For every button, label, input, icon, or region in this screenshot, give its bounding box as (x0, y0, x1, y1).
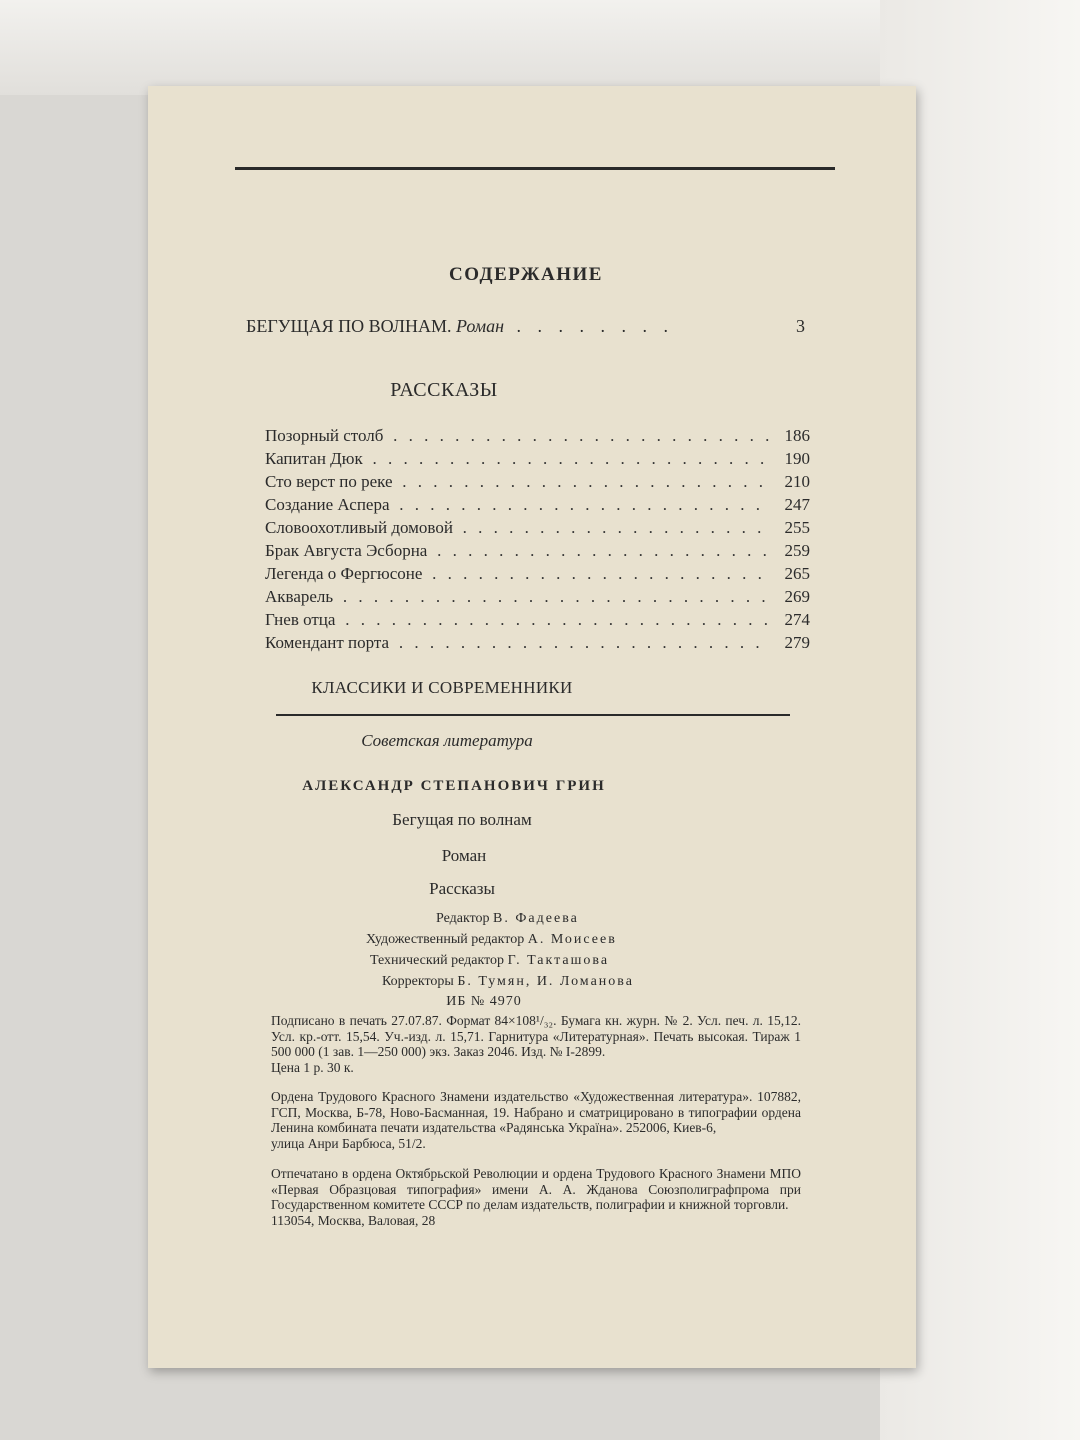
printer-info: Отпечатано в ордена Октябрьской Революции и ордена Трудового Красного Знамени МПО «Первая Образцовая типография» имени А. А. Жданова Союзполиграфпрома при Государственном комитете СССР по делам издательств, полиграфии и книжной торговли. (271, 1166, 801, 1212)
subseries-name: Советская литература (361, 731, 533, 750)
credit-role: Корректоры (382, 974, 454, 989)
credit-name: Б. Тумян, И. Ломанова (457, 974, 634, 989)
toc-novel-genre: Роман (455, 316, 505, 336)
price: Цена 1 р. 30 к. (271, 1059, 354, 1075)
story-page: 210 (770, 472, 810, 492)
credit-line (348, 908, 768, 929)
series-name: КЛАССИКИ И СОВРЕМЕННИКИ (311, 678, 573, 697)
story-page: 247 (770, 495, 810, 515)
story-page: 186 (770, 426, 810, 446)
story-title: Капитан Дюк (265, 449, 363, 468)
book-page (148, 86, 916, 1368)
credit-name: Г. Такташова (507, 953, 610, 968)
story-title: Создание Аспера (265, 495, 390, 514)
credits-list (348, 908, 768, 992)
credit-line (348, 950, 768, 971)
publisher-info: Ордена Трудового Красного Знамени издательство «Художественная литература». 107882, ГСП, Москва, Б-78, Ново-Басманная, 19. Набрано и сматрицировано в типографии ордена Ленина комбината печати издательства «Радянська Україна». 252006, Киев-6, (271, 1089, 801, 1135)
author-name: АЛЕКСАНДР СТЕПАНОВИЧ ГРИН (302, 778, 606, 794)
story-title: Комендант порта (265, 633, 390, 652)
story-page: 269 (770, 587, 810, 607)
story-page: 279 (770, 633, 810, 653)
story-entry (265, 426, 810, 449)
stories-heading: РАССКАЗЫ (390, 379, 498, 401)
credit-name: А. Моисеев (527, 932, 617, 947)
book-part: Рассказы (429, 879, 495, 898)
toc-novel-title: БЕГУЩАЯ ПО ВОЛНАМ. (246, 316, 452, 336)
story-page: 190 (770, 449, 810, 469)
story-list (265, 426, 810, 656)
story-entry (265, 518, 810, 541)
credit-line (348, 971, 768, 992)
story-page: 274 (770, 610, 810, 630)
series-rule (276, 714, 790, 716)
credit-line (348, 929, 768, 950)
story-title: Сто верст по реке (265, 472, 393, 491)
printer-block (271, 1166, 801, 1228)
story-page: 255 (770, 518, 810, 538)
story-title: Гнев отца (265, 610, 336, 629)
story-title: Словоохотливый домовой (265, 518, 453, 537)
publisher-address: улица Анри Барбюса, 51/2. (271, 1135, 426, 1151)
story-entry (265, 610, 810, 633)
credit-role: Редактор (436, 911, 490, 926)
ib-number: ИБ № 4970 (446, 994, 522, 1009)
story-page: 265 (770, 564, 810, 584)
toc-novel-dots: . . . . . . . . (516, 316, 675, 336)
printer-address: 113054, Москва, Валовая, 28 (271, 1212, 436, 1228)
story-entry (265, 495, 810, 518)
credit-role: Художественный редактор (366, 932, 525, 947)
top-rule (235, 167, 835, 170)
story-entry (265, 472, 810, 495)
book-genre: Роман (441, 846, 487, 865)
credit-name: В. Фадеева (493, 911, 579, 926)
story-title: Акварель (265, 587, 334, 606)
publisher-block (271, 1089, 801, 1151)
story-title: Брак Августа Эсборна (265, 541, 428, 560)
story-entry (265, 564, 810, 587)
story-entry (265, 587, 810, 610)
toc-novel-page: 3 (796, 316, 805, 336)
story-entry (265, 541, 810, 564)
story-title: Позорный столб (265, 426, 384, 445)
story-entry (265, 449, 810, 472)
print-details: Подписано в печать 27.07.87. Формат 84×108¹/₃₂. Бумага кн. журн. № 2. Усл. печ. л. 15,12. Усл. кр.-отт. 15,54. Уч.-изд. л. 15,71. Гарнитура «Литературная». Печать высокая. Тираж 1 500 000 (1 зав. 1—250 000) экз. Заказ 2046. Изд. № I-2899. (271, 1013, 801, 1059)
toc-heading: СОДЕРЖАНИЕ (449, 264, 603, 285)
print-details-block (271, 1013, 801, 1075)
story-entry (265, 633, 810, 656)
book-title: Бегущая по волнам (392, 810, 532, 829)
credit-role: Технический редактор (370, 953, 505, 968)
story-title: Легенда о Фергюсоне (265, 564, 423, 583)
story-page: 259 (770, 541, 810, 561)
toc-novel-entry (246, 316, 806, 337)
